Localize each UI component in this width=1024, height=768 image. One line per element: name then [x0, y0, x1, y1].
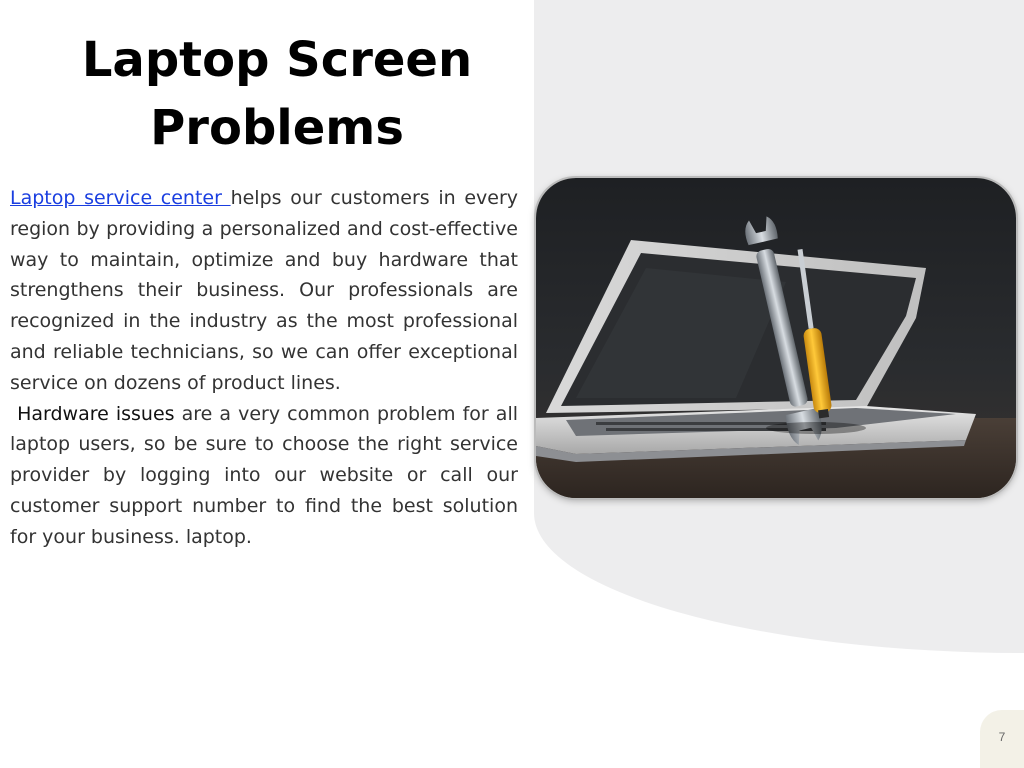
laptop-service-center-link[interactable]: Laptop service center — [10, 187, 231, 209]
laptop-repair-photo — [536, 178, 1016, 498]
laptop-repair-image — [536, 178, 1016, 498]
paragraph-2 — [10, 399, 518, 553]
paragraph-1-text: helps our customers in every region by providing a personalized and cost-effective way to maintain, optimize and buy hardware that strengthens their business. Our professionals are recognized in the industry as the most professional and reliable technicians, so we can offer exceptional service on dozens of product lines. — [10, 187, 518, 394]
page-title: Laptop Screen Problems — [81, 32, 473, 157]
hardware-issues-text: Hardware issues — [17, 402, 175, 425]
paragraph-2-text: are a very common problem for all laptop users, so be sure to choose the right service provider by logging into our website or call our customer support number to find the best solution for your business. laptop. — [10, 402, 519, 548]
paragraph-1 — [10, 183, 518, 399]
page-number: 7 — [998, 730, 1006, 744]
body-text — [10, 183, 518, 553]
